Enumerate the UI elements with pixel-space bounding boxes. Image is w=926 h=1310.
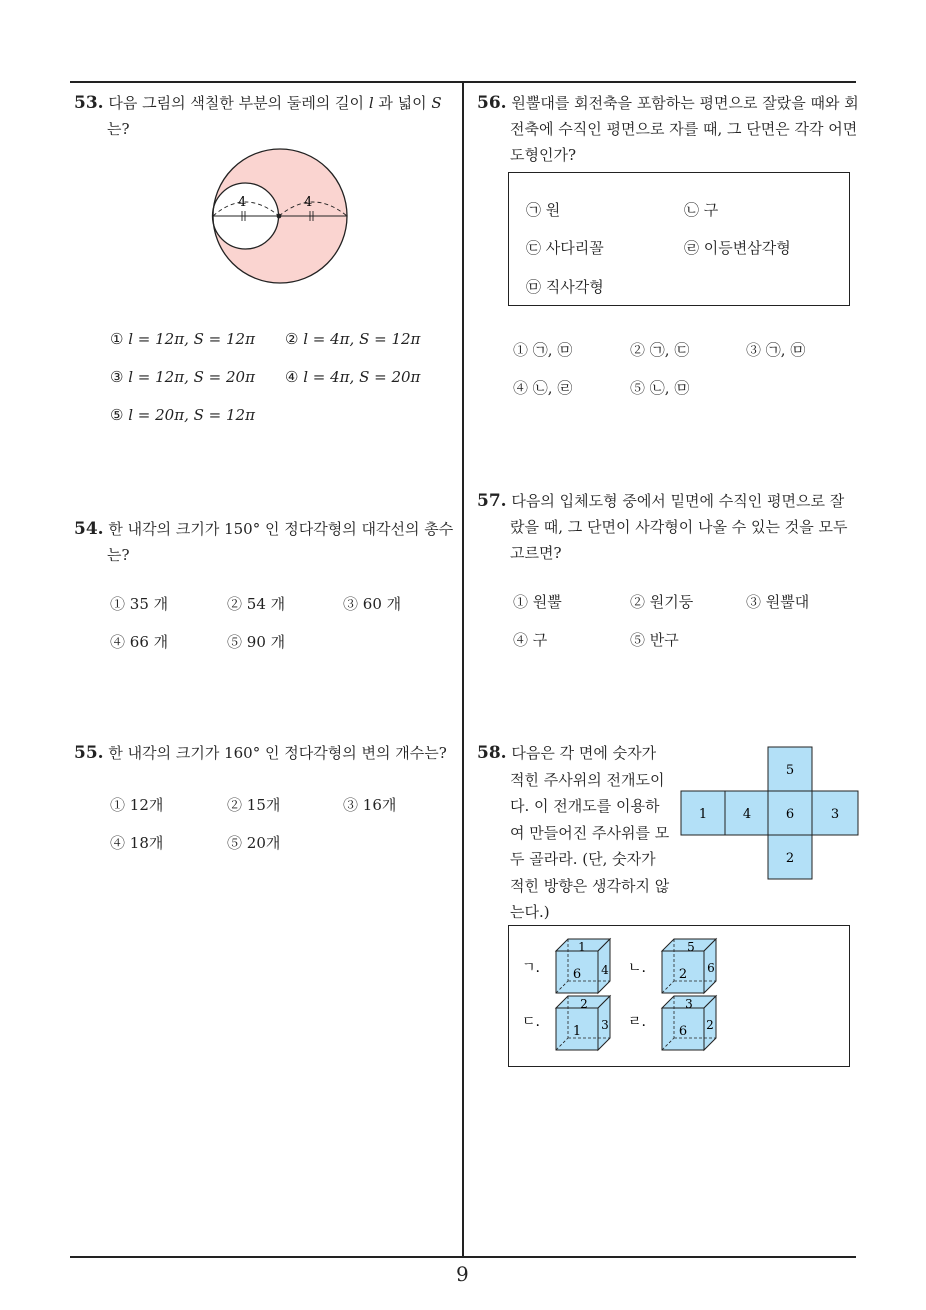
option-57-5[interactable]: ⑤ 반구 xyxy=(630,631,679,649)
option-53-4[interactable]: ④ l = 4π, S = 20π xyxy=(285,368,421,386)
figure-label: 4 xyxy=(601,963,609,977)
label-small: 4 xyxy=(238,195,247,210)
figure-label: ㄹ. xyxy=(628,1014,646,1030)
question-text: 다. 이 전개도를 이용하 xyxy=(510,797,660,815)
question-number: 53. xyxy=(74,93,104,113)
option-53-3[interactable]: ③ l = 12π, S = 20π xyxy=(110,368,255,386)
option-54-2[interactable]: ② 54 개 xyxy=(227,595,286,613)
question-text: 원뿔대를 회전축을 포함하는 평면으로 잘랐을 때와 회 xyxy=(511,94,859,112)
option-57-2[interactable]: ② 원기둥 xyxy=(630,593,694,611)
page-number: 9 xyxy=(456,1262,469,1286)
question-55 xyxy=(74,740,459,766)
figure-label: 3 xyxy=(830,807,840,822)
cube-b[interactable] xyxy=(628,939,716,993)
option-56-5[interactable]: ⑤ ㉡, ㉤ xyxy=(630,379,690,397)
question-number: 55. xyxy=(74,743,104,763)
option-55-4[interactable]: ④ 18개 xyxy=(110,834,164,852)
question-text: 다음은 각 면에 숫자가 xyxy=(511,744,657,762)
option-53-5[interactable]: ⑤ l = 20π, S = 12π xyxy=(110,406,255,424)
option-55-2[interactable]: ② 15개 xyxy=(227,796,281,814)
question-57 xyxy=(477,488,862,566)
option-54-4[interactable]: ④ 66 개 xyxy=(110,633,169,651)
var-S: S xyxy=(431,94,442,112)
option-57-4[interactable]: ④ 구 xyxy=(513,631,548,649)
question-text: 랐을 때, 그 단면이 사각형이 나올 수 있는 것을 모두 xyxy=(510,518,848,536)
figure-label: 2 xyxy=(706,1018,714,1032)
option-56-4[interactable]: ④ ㉡, ㉣ xyxy=(513,379,573,397)
figure-label: ㄴ. xyxy=(628,960,646,976)
figure-label: 5 xyxy=(687,940,695,954)
question-text: 한 내각의 크기가 160° 인 정다각형의 변의 개수는? xyxy=(108,744,447,762)
question-text: 적힌 방향은 생각하지 않 xyxy=(510,876,670,895)
option-55-1[interactable]: ① 12개 xyxy=(110,796,164,814)
question-text: 다음의 입체도형 중에서 밑면에 수직인 평면으로 잘 xyxy=(511,492,845,510)
question-text: 는? xyxy=(107,120,130,138)
option-56-1[interactable]: ① ㉠, ㉤ xyxy=(513,341,573,359)
option-56-3[interactable]: ③ ㉠, ㉤ xyxy=(746,341,806,359)
cube-d[interactable] xyxy=(628,996,716,1050)
box-item-a: ㉠ 원 xyxy=(526,201,561,219)
figure-label: 4 xyxy=(742,807,752,822)
question-text: 적힌 주사위의 전개도이 xyxy=(510,770,665,789)
figure-label: 5 xyxy=(785,763,795,778)
figure-label: 6 xyxy=(785,807,795,822)
column-divider xyxy=(462,81,464,1257)
figure-label: 1 xyxy=(572,1024,582,1039)
option-56-2[interactable]: ② ㉠, ㉢ xyxy=(630,341,690,359)
question-text: 고르면? xyxy=(510,544,562,562)
question-54 xyxy=(74,516,459,568)
bottom-rule xyxy=(70,1256,856,1258)
question-56 xyxy=(477,90,862,168)
question-text: 여 만들어진 주사위를 모 xyxy=(510,823,670,842)
question-53 xyxy=(74,90,459,142)
question-number: 58. xyxy=(477,743,507,763)
question-text: 전축에 수직인 평면으로 자를 때, 그 단면은 각각 어면 xyxy=(510,120,858,138)
option-55-3[interactable]: ③ 16개 xyxy=(343,796,397,814)
figure-label: 6 xyxy=(572,967,582,982)
figure-label: 1 xyxy=(578,940,586,954)
option-54-1[interactable]: ① 35 개 xyxy=(110,595,169,613)
label-big: 4 xyxy=(304,195,313,210)
circle-figure xyxy=(205,148,355,298)
question-number: 56. xyxy=(477,93,507,113)
question-text: 도형인가? xyxy=(510,146,577,164)
question-text: 한 내각의 크기가 150° 인 정다각형의 대각선의 총수 xyxy=(108,520,454,538)
figure-label: ㄱ. xyxy=(522,960,540,976)
question-58 xyxy=(477,740,677,926)
figure-label: 6 xyxy=(678,1024,688,1039)
question-number: 54. xyxy=(74,519,104,539)
var-l: l xyxy=(368,94,374,112)
box-item-d: ㉣ 이등변삼각형 xyxy=(684,239,791,257)
figure-label: ㄷ. xyxy=(522,1014,540,1030)
cube-c[interactable] xyxy=(522,996,610,1050)
question-text: 과 넓이 xyxy=(373,94,432,112)
option-57-3[interactable]: ③ 원뿔대 xyxy=(746,593,810,611)
figure-label: 2 xyxy=(678,967,688,982)
figure-label: 2 xyxy=(785,851,795,866)
option-53-1[interactable]: ① l = 12π, S = 12π xyxy=(110,330,255,348)
figure-label: 3 xyxy=(685,997,693,1011)
dice-net xyxy=(680,746,860,882)
question-text: 는다.) xyxy=(510,903,550,921)
figure-label: 6 xyxy=(707,961,715,975)
question-number: 57. xyxy=(477,491,507,511)
question-text: 다음 그림의 색칠한 부분의 둘레의 길이 xyxy=(108,94,369,112)
figure-label: 2 xyxy=(580,997,588,1011)
box-item-b: ㉡ 구 xyxy=(684,201,719,219)
cube-a[interactable] xyxy=(522,939,610,993)
cube-options xyxy=(510,927,846,1063)
box-item-e: ㉤ 직사각형 xyxy=(526,278,604,296)
option-54-5[interactable]: ⑤ 90 개 xyxy=(227,633,286,651)
center-point xyxy=(277,214,282,219)
box-item-c: ㉢ 사다리꼴 xyxy=(526,239,604,257)
option-55-5[interactable]: ⑤ 20개 xyxy=(227,834,281,852)
figure-label: 1 xyxy=(698,807,708,822)
option-54-3[interactable]: ③ 60 개 xyxy=(343,595,402,613)
option-57-1[interactable]: ① 원뿔 xyxy=(513,593,562,611)
question-text: 두 골라라. (단, 숫자가 xyxy=(510,850,656,868)
figure-label: 3 xyxy=(601,1018,609,1032)
question-text: 는? xyxy=(107,546,130,564)
option-53-2[interactable]: ② l = 4π, S = 12π xyxy=(285,330,421,348)
